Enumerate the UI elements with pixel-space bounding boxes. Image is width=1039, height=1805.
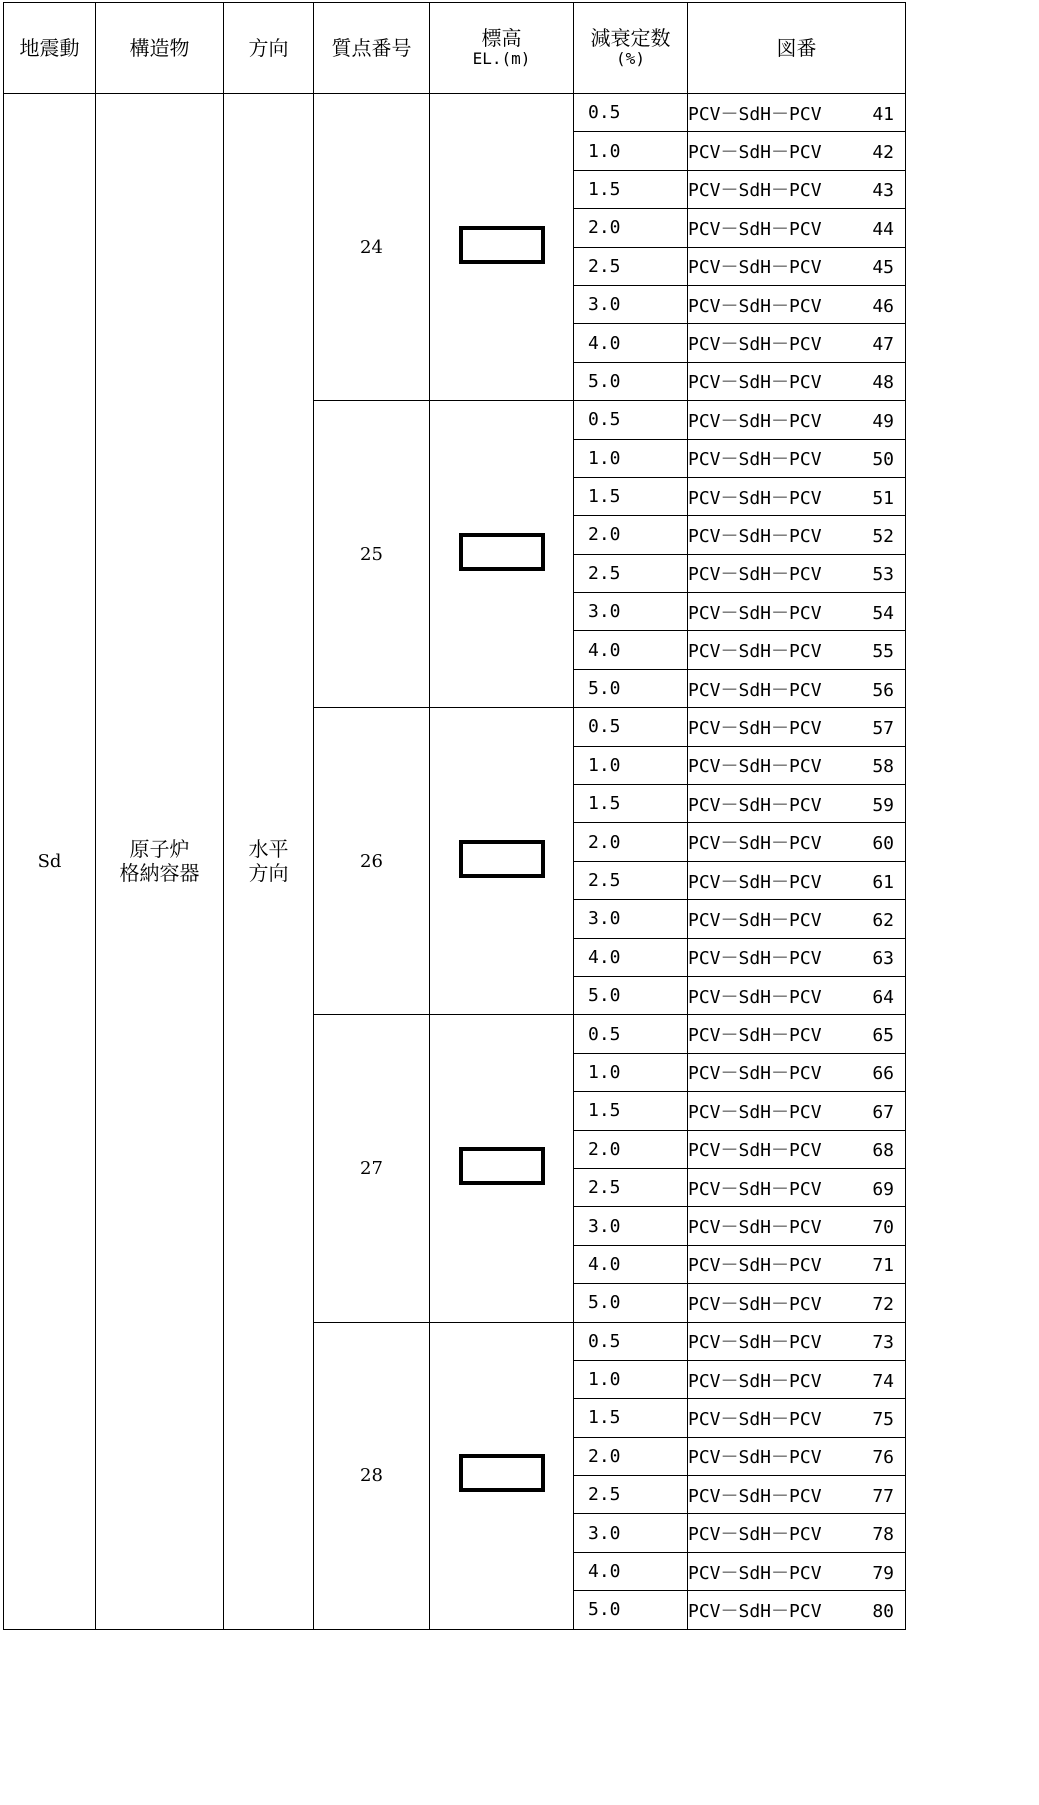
figure-code: PCV－SdH－PCV — [688, 1370, 822, 1392]
figure-cell — [688, 1360, 906, 1398]
figure-cell — [688, 1015, 906, 1053]
figure-cell — [688, 1514, 906, 1552]
figure-number: 50 — [872, 449, 894, 471]
damping-cell: 1.5 — [574, 170, 688, 208]
figure-cell — [688, 669, 906, 707]
figure-number: 58 — [872, 756, 894, 778]
figure-cell — [688, 1092, 906, 1130]
damping-cell: 5.0 — [574, 362, 688, 400]
figure-code: PCV－SdH－PCV — [688, 1485, 822, 1507]
figure-number: 54 — [872, 602, 894, 624]
figure-number: 49 — [872, 410, 894, 432]
damping-cell: 4.0 — [574, 1552, 688, 1590]
figure-number: 73 — [872, 1332, 894, 1354]
figure-code: PCV－SdH－PCV — [688, 257, 822, 279]
figure-code: PCV－SdH－PCV — [688, 487, 822, 509]
damping-cell: 2.0 — [574, 1437, 688, 1475]
figure-code: PCV－SdH－PCV — [688, 295, 822, 317]
figure-number: 60 — [872, 833, 894, 855]
figure-code: PCV－SdH－PCV — [688, 1217, 822, 1239]
damping-cell: 3.0 — [574, 1514, 688, 1552]
figure-number: 64 — [872, 986, 894, 1008]
figure-cell — [688, 1322, 906, 1360]
damping-cell: 2.5 — [574, 861, 688, 899]
figure-number: 62 — [872, 909, 894, 931]
damping-cell: 4.0 — [574, 1245, 688, 1283]
header-mass-point: 質点番号 — [314, 3, 430, 94]
damping-cell: 2.0 — [574, 209, 688, 247]
structure-line-1: 原子炉 — [129, 837, 190, 862]
mass-point-cell: 28 — [314, 1322, 430, 1629]
figure-number: 56 — [872, 679, 894, 701]
figure-code: PCV－SdH－PCV — [688, 756, 822, 778]
damping-cell: 2.0 — [574, 823, 688, 861]
figure-code: PCV－SdH－PCV — [688, 1332, 822, 1354]
figure-cell — [688, 1168, 906, 1206]
damping-cell: 3.0 — [574, 1207, 688, 1245]
figure-code: PCV－SdH－PCV — [688, 717, 822, 739]
figure-code: PCV－SdH－PCV — [688, 410, 822, 432]
figure-cell — [688, 324, 906, 362]
damping-cell: 2.5 — [574, 554, 688, 592]
figure-code: PCV－SdH－PCV — [688, 1562, 822, 1584]
header-damping — [574, 3, 688, 94]
damping-cell: 0.5 — [574, 1015, 688, 1053]
figure-number: 72 — [872, 1293, 894, 1315]
figure-index-table — [3, 2, 906, 1630]
figure-number: 69 — [872, 1178, 894, 1200]
figure-code: PCV－SdH－PCV — [688, 602, 822, 624]
damping-cell: 3.0 — [574, 593, 688, 631]
damping-cell: 2.0 — [574, 516, 688, 554]
elevation-cell — [430, 401, 574, 708]
figure-number: 71 — [872, 1255, 894, 1277]
mass-point-cell: 24 — [314, 94, 430, 401]
table-row — [4, 94, 906, 132]
damping-cell: 2.5 — [574, 1476, 688, 1514]
damping-cell: 4.0 — [574, 324, 688, 362]
damping-cell: 1.0 — [574, 439, 688, 477]
figure-cell — [688, 1399, 906, 1437]
figure-code: PCV－SdH－PCV — [688, 1025, 822, 1047]
figure-number: 57 — [872, 717, 894, 739]
figure-number: 46 — [872, 295, 894, 317]
figure-cell — [688, 746, 906, 784]
figure-cell — [688, 247, 906, 285]
figure-cell — [688, 1207, 906, 1245]
figure-cell — [688, 477, 906, 515]
figure-number: 67 — [872, 1101, 894, 1123]
figure-cell — [688, 1476, 906, 1514]
damping-cell: 0.5 — [574, 401, 688, 439]
figure-cell — [688, 1053, 906, 1091]
damping-cell: 1.0 — [574, 1360, 688, 1398]
figure-number: 80 — [872, 1600, 894, 1622]
direction-line-2: 方向 — [248, 861, 289, 886]
damping-cell: 3.0 — [574, 900, 688, 938]
header-elevation-label: 標高 — [481, 26, 522, 51]
structure-line-2: 格納容器 — [119, 861, 200, 886]
elevation-cell — [430, 94, 574, 401]
figure-number: 66 — [872, 1063, 894, 1085]
figure-code: PCV－SdH－PCV — [688, 679, 822, 701]
redacted-elevation-box — [459, 840, 545, 878]
redacted-elevation-box — [459, 226, 545, 264]
direction-line-1: 水平 — [248, 837, 289, 862]
figure-code: PCV－SdH－PCV — [688, 1408, 822, 1430]
mass-point-cell: 26 — [314, 708, 430, 1015]
damping-cell: 1.5 — [574, 1092, 688, 1130]
damping-cell: 4.0 — [574, 938, 688, 976]
redacted-elevation-box — [459, 533, 545, 571]
figure-code: PCV－SdH－PCV — [688, 1293, 822, 1315]
figure-code: PCV－SdH－PCV — [688, 909, 822, 931]
figure-cell — [688, 285, 906, 323]
figure-cell — [688, 938, 906, 976]
figure-code: PCV－SdH－PCV — [688, 180, 822, 202]
figure-code: PCV－SdH－PCV — [688, 372, 822, 394]
figure-code: PCV－SdH－PCV — [688, 218, 822, 240]
figure-number: 51 — [872, 487, 894, 509]
figure-code: PCV－SdH－PCV — [688, 564, 822, 586]
figure-cell — [688, 170, 906, 208]
damping-cell: 1.0 — [574, 746, 688, 784]
figure-cell — [688, 785, 906, 823]
figure-number: 52 — [872, 525, 894, 547]
motion-cell: Sd — [4, 94, 96, 1630]
header-elevation-unit: EL.(m) — [472, 49, 531, 69]
figure-code: PCV－SdH－PCV — [688, 794, 822, 816]
figure-number: 76 — [872, 1447, 894, 1469]
figure-code: PCV－SdH－PCV — [688, 525, 822, 547]
figure-cell — [688, 1552, 906, 1590]
header-structure: 構造物 — [96, 3, 224, 94]
figure-number: 65 — [872, 1025, 894, 1047]
figure-number: 59 — [872, 794, 894, 816]
figure-cell — [688, 1591, 906, 1629]
direction-cell — [224, 94, 314, 1630]
damping-cell: 1.5 — [574, 1399, 688, 1437]
header-figure: 図番 — [688, 3, 906, 94]
structure-cell — [96, 94, 224, 1630]
figure-cell — [688, 861, 906, 899]
figure-number: 47 — [872, 334, 894, 356]
figure-code: PCV－SdH－PCV — [688, 103, 822, 125]
header-motion: 地震動 — [4, 3, 96, 94]
figure-number: 79 — [872, 1562, 894, 1584]
figure-cell — [688, 516, 906, 554]
damping-cell: 2.5 — [574, 1168, 688, 1206]
figure-number: 41 — [872, 103, 894, 125]
elevation-cell — [430, 1015, 574, 1322]
elevation-cell — [430, 1322, 574, 1629]
figure-cell — [688, 900, 906, 938]
figure-cell — [688, 94, 906, 132]
damping-cell: 2.0 — [574, 1130, 688, 1168]
figure-number: 61 — [872, 871, 894, 893]
figure-number: 78 — [872, 1524, 894, 1546]
figure-cell — [688, 554, 906, 592]
figure-code: PCV－SdH－PCV — [688, 641, 822, 663]
figure-number: 48 — [872, 372, 894, 394]
header-damping-label: 減衰定数 — [590, 26, 671, 51]
figure-code: PCV－SdH－PCV — [688, 948, 822, 970]
figure-number: 55 — [872, 641, 894, 663]
figure-cell — [688, 823, 906, 861]
damping-cell: 1.5 — [574, 785, 688, 823]
damping-cell: 2.5 — [574, 247, 688, 285]
damping-cell: 0.5 — [574, 708, 688, 746]
figure-cell — [688, 362, 906, 400]
damping-cell: 1.5 — [574, 477, 688, 515]
damping-cell: 0.5 — [574, 94, 688, 132]
damping-cell: 1.0 — [574, 1053, 688, 1091]
figure-code: PCV－SdH－PCV — [688, 449, 822, 471]
header-direction: 方向 — [224, 3, 314, 94]
figure-code: PCV－SdH－PCV — [688, 833, 822, 855]
figure-code: PCV－SdH－PCV — [688, 1101, 822, 1123]
header-elevation — [430, 3, 574, 94]
mass-point-cell: 25 — [314, 401, 430, 708]
figure-cell — [688, 401, 906, 439]
figure-code: PCV－SdH－PCV — [688, 986, 822, 1008]
damping-cell: 5.0 — [574, 669, 688, 707]
figure-number: 42 — [872, 142, 894, 164]
figure-number: 63 — [872, 948, 894, 970]
figure-cell — [688, 1284, 906, 1322]
figure-number: 43 — [872, 180, 894, 202]
figure-code: PCV－SdH－PCV — [688, 1255, 822, 1277]
figure-code: PCV－SdH－PCV — [688, 1178, 822, 1200]
figure-code: PCV－SdH－PCV — [688, 1140, 822, 1162]
figure-number: 53 — [872, 564, 894, 586]
figure-code: PCV－SdH－PCV — [688, 1447, 822, 1469]
header-row — [4, 3, 906, 94]
figure-cell — [688, 1437, 906, 1475]
figure-cell — [688, 439, 906, 477]
figure-number: 44 — [872, 218, 894, 240]
figure-cell — [688, 708, 906, 746]
damping-cell: 5.0 — [574, 1591, 688, 1629]
figure-code: PCV－SdH－PCV — [688, 1600, 822, 1622]
mass-point-cell: 27 — [314, 1015, 430, 1322]
figure-code: PCV－SdH－PCV — [688, 334, 822, 356]
damping-cell: 1.0 — [574, 132, 688, 170]
figure-number: 75 — [872, 1408, 894, 1430]
figure-cell — [688, 209, 906, 247]
figure-number: 68 — [872, 1140, 894, 1162]
damping-cell: 5.0 — [574, 976, 688, 1014]
figure-number: 45 — [872, 257, 894, 279]
table-body — [4, 94, 906, 1630]
figure-cell — [688, 976, 906, 1014]
figure-code: PCV－SdH－PCV — [688, 871, 822, 893]
damping-cell: 3.0 — [574, 285, 688, 323]
damping-cell: 0.5 — [574, 1322, 688, 1360]
redacted-elevation-box — [459, 1454, 545, 1492]
figure-code: PCV－SdH－PCV — [688, 1524, 822, 1546]
elevation-cell — [430, 708, 574, 1015]
figure-cell — [688, 593, 906, 631]
figure-cell — [688, 1130, 906, 1168]
damping-cell: 4.0 — [574, 631, 688, 669]
figure-cell — [688, 132, 906, 170]
header-damping-unit: (%) — [616, 49, 645, 69]
figure-number: 70 — [872, 1217, 894, 1239]
figure-cell — [688, 631, 906, 669]
figure-number: 77 — [872, 1485, 894, 1507]
redacted-elevation-box — [459, 1147, 545, 1185]
figure-number: 74 — [872, 1370, 894, 1392]
figure-code: PCV－SdH－PCV — [688, 1063, 822, 1085]
figure-cell — [688, 1245, 906, 1283]
damping-cell: 5.0 — [574, 1284, 688, 1322]
figure-code: PCV－SdH－PCV — [688, 142, 822, 164]
